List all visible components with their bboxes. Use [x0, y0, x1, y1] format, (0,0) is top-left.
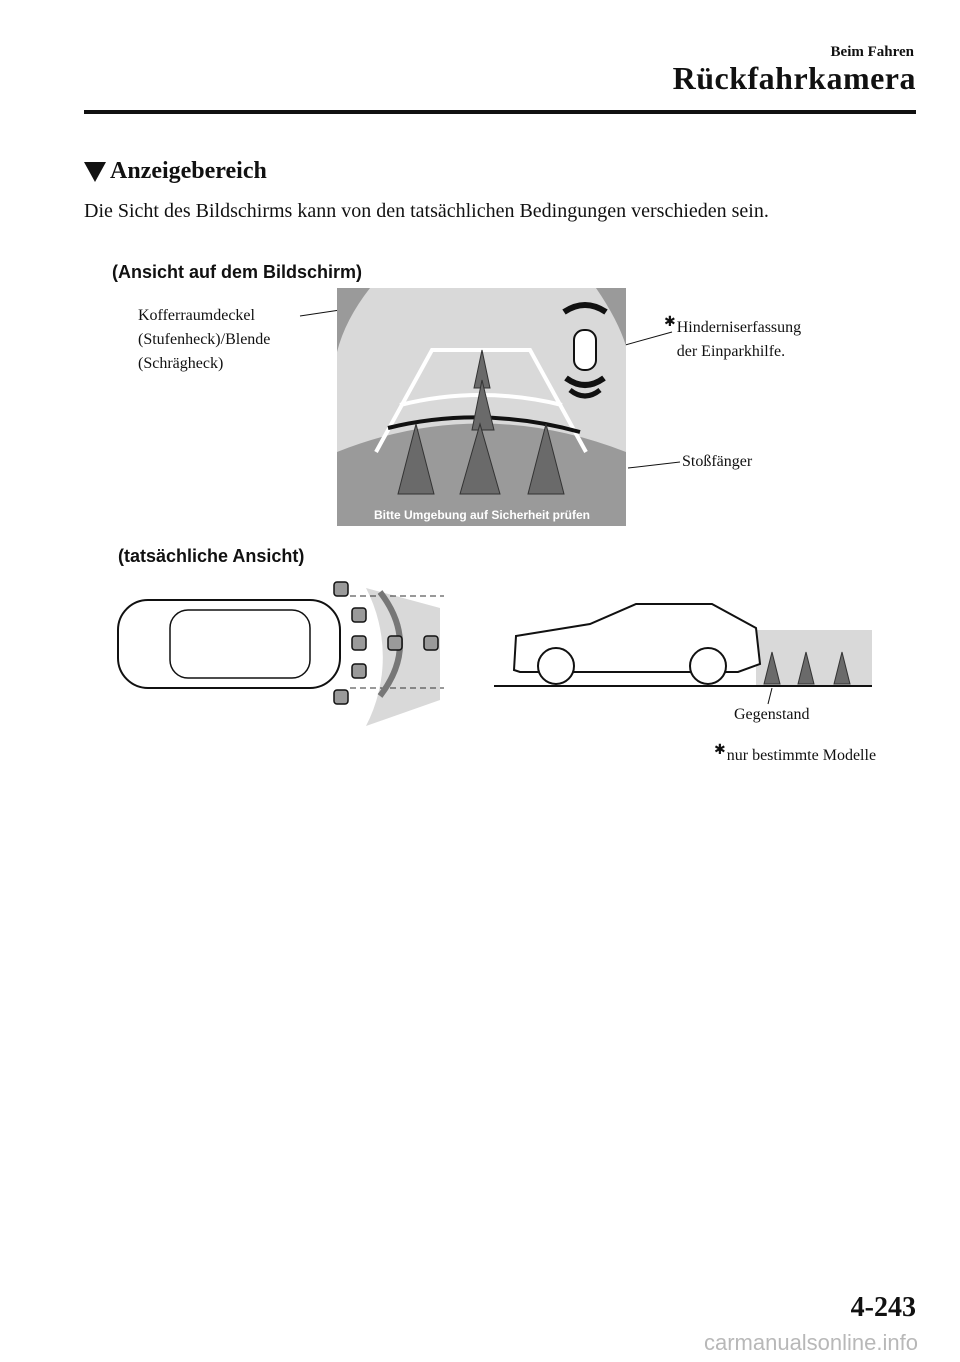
car-top-body [118, 600, 340, 688]
footnote [714, 744, 876, 768]
callout-trunk-line-3: (Schrägheck) [138, 355, 224, 372]
cone-top-3 [352, 636, 366, 650]
cone-top-4 [388, 636, 402, 650]
page-number: 4-243 [850, 1292, 916, 1323]
bumper-leader-line [628, 462, 680, 468]
callout-sensor-line-1: Hinderniserfassung [676, 319, 802, 336]
callout-object: Gegenstand [734, 706, 810, 723]
cone-top-6 [352, 664, 366, 678]
section-label: Beim Fahren [830, 44, 914, 60]
top-view-diagram [118, 582, 444, 726]
chapter-title: Rückfahrkamera [672, 60, 916, 96]
camera-field-of-view [366, 588, 440, 726]
footnote-text: nur bestimmte Modelle [726, 747, 877, 764]
actual-view-label: (tatsächliche Ansicht) [118, 546, 305, 566]
cone-top-1 [334, 582, 348, 596]
callout-bumper: Stoßfänger [682, 453, 753, 470]
trunk-leader-line [300, 310, 340, 316]
object-leader-line [768, 688, 772, 704]
heading-text: Anzeigebereich [110, 158, 267, 184]
cone-top-7 [334, 690, 348, 704]
callout-trunk-line-1: Kofferraumdeckel [138, 307, 255, 324]
callout-trunk-line-2: (Stufenheck)/Blende [138, 331, 271, 348]
camera-screen [337, 288, 626, 526]
warning-banner: Bitte Umgebung auf Sicherheit prüfen [373, 508, 591, 522]
asterisk-icon: ✱ [664, 315, 676, 330]
screen-view-label: (Ansicht auf dem Bildschirm) [112, 262, 363, 282]
cone-top-5 [424, 636, 438, 650]
watermark: carmanualsonline.info [703, 1330, 918, 1355]
rear-wheel [690, 648, 726, 684]
footnote-asterisk-icon: ✱ [714, 743, 726, 758]
callout-sensor-line-2: der Einparkhilfe. [676, 343, 786, 360]
front-wheel [538, 648, 574, 684]
intro-paragraph: Die Sicht des Bildschirms kann von den tatsächlichen Bedingungen verschieden sein. [84, 200, 769, 222]
side-view-diagram [494, 604, 872, 704]
cone-top-2 [352, 608, 366, 622]
sensor-car-icon [574, 330, 596, 370]
